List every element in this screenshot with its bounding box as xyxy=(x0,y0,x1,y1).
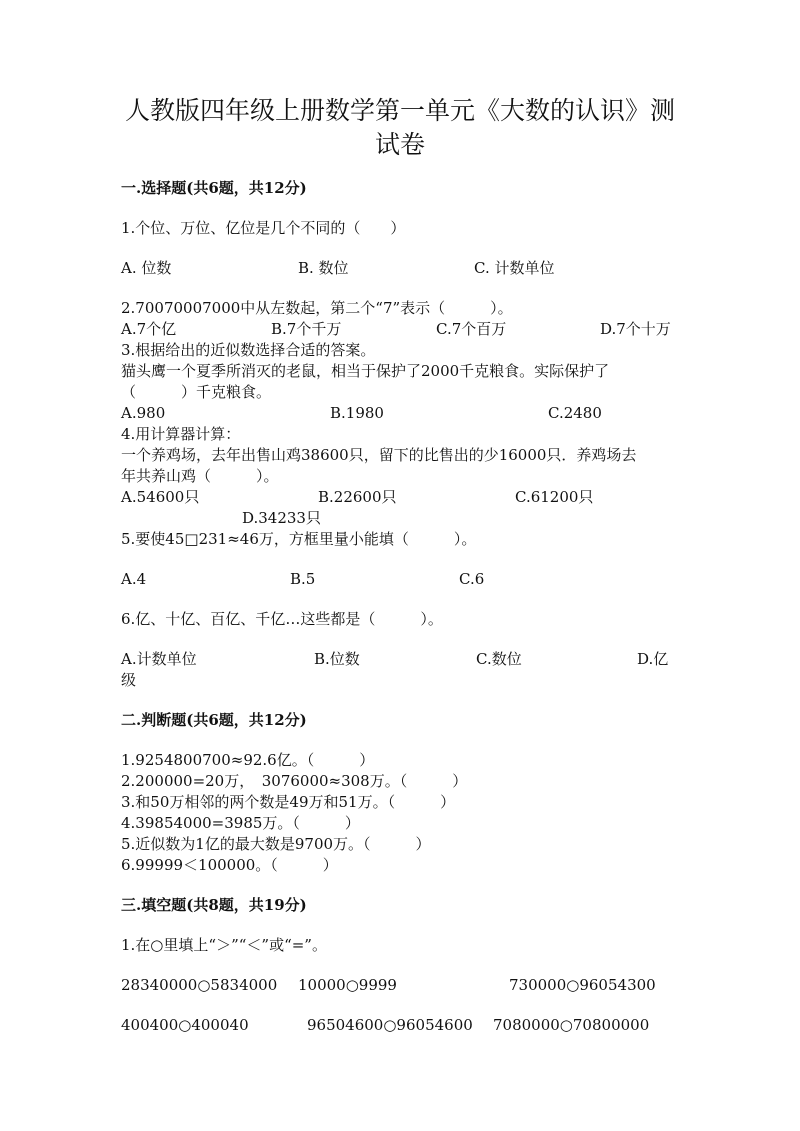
q1-option-c: C. 计数单位 xyxy=(474,259,555,277)
q2-option-c: C.7个百万 xyxy=(436,320,507,338)
q3-text-line-1: 猫头鹰一个夏季所消灭的老鼠，相当于保护了2000千克粮食。实际保护了 xyxy=(121,362,610,380)
page-title-line-1: 人教版四年级上册数学第一单元《大数的认识》测 xyxy=(124,96,675,125)
q4-text-line-2: 年共养山鸡（ ）。 xyxy=(121,467,279,485)
q6-option-c: C.数位 xyxy=(476,650,522,668)
q2-option-b: B.7个千万 xyxy=(271,320,342,338)
q3-stem: 3.根据给出的近似数选择合适的答案。 xyxy=(121,341,376,359)
judge-item-2: 2.200000=20万， 3076000≈308万。（ ） xyxy=(121,772,468,790)
q6-option-a: A.计数单位 xyxy=(121,650,197,668)
q2-stem: 2.70070007000中从左数起，第二个“7”表示（ ）。 xyxy=(121,299,513,317)
q5-stem: 5.要使45□231≈46万，方框里量小能填（ ）。 xyxy=(121,530,477,548)
q6-option-d-wrap: 级 xyxy=(121,671,137,689)
q3-option-a: A.980 xyxy=(121,404,166,422)
section-2-heading: 二.判断题(共6题，共12分) xyxy=(121,711,307,729)
compare-item: 7080000○70800000 xyxy=(493,1016,650,1034)
q5-option-a: A.4 xyxy=(121,570,147,588)
fill-q1-stem: 1.在○里填上“＞”“＜”或“=”。 xyxy=(121,936,327,954)
compare-item: 96504600○96054600 xyxy=(307,1016,473,1034)
compare-item: 730000○96054300 xyxy=(509,976,656,994)
q6-option-b: B.位数 xyxy=(314,650,360,668)
q4-option-a: A.54600只 xyxy=(121,488,200,506)
page-title-line-2: 试卷 xyxy=(374,130,425,159)
compare-item: 400400○400040 xyxy=(121,1016,249,1034)
judge-item-4: 4.39854000=3985万。（ ） xyxy=(121,814,360,832)
q6-option-d: D.亿 xyxy=(637,650,669,668)
q4-option-d: D.34233只 xyxy=(242,509,321,527)
judge-item-3: 3.和50万相邻的两个数是49万和51万。（ ） xyxy=(121,793,456,811)
q4-option-b: B.22600只 xyxy=(318,488,397,506)
q1-option-b: B. 数位 xyxy=(298,259,349,277)
q4-text-line-1: 一个养鸡场，去年出售山鸡38600只，留下的比售出的少16000只．养鸡场去 xyxy=(121,446,637,464)
q5-option-b: B.5 xyxy=(290,570,316,588)
q1-option-a: A. 位数 xyxy=(121,259,172,277)
q5-option-c: C.6 xyxy=(459,570,485,588)
judge-item-5: 5.近似数为1亿的最大数是9700万。（ ） xyxy=(121,835,431,853)
q3-option-c: C.2480 xyxy=(548,404,602,422)
q1-stem: 1.个位、万位、亿位是几个不同的（ ） xyxy=(121,219,406,237)
judge-item-1: 1.9254800700≈92.6亿。（ ） xyxy=(121,751,375,769)
q6-stem: 6.亿、十亿、百亿、千亿…这些都是（ ）。 xyxy=(121,610,443,628)
section-3-heading: 三.填空题(共8题，共19分) xyxy=(121,896,307,914)
q2-option-d: D.7个十万 xyxy=(600,320,671,338)
q4-option-c: C.61200只 xyxy=(515,488,594,506)
compare-item: 28340000○5834000 xyxy=(121,976,278,994)
compare-item: 10000○9999 xyxy=(298,976,397,994)
q3-text-line-2: （ ）千克粮食。 xyxy=(121,383,272,401)
q2-option-a: A.7个亿 xyxy=(121,320,177,338)
q3-option-b: B.1980 xyxy=(330,404,384,422)
judge-item-6: 6.99999＜100000。（ ） xyxy=(121,856,338,874)
q4-stem: 4.用计算器计算： xyxy=(121,425,241,443)
section-1-heading: 一.选择题(共6题，共12分) xyxy=(121,179,307,197)
